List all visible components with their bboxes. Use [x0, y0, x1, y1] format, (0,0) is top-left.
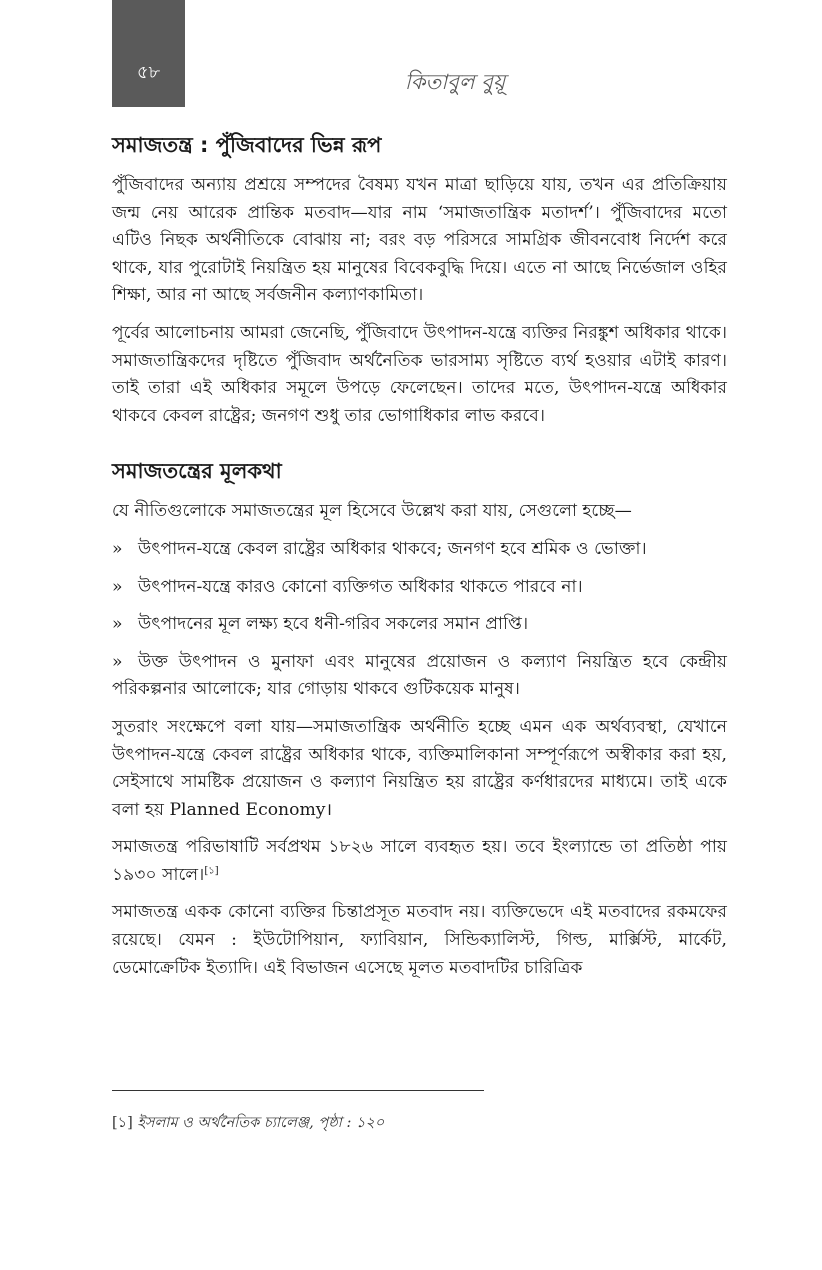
paragraph: পূর্বের আলোচনায় আমরা জেনেছি, পুঁজিবাদে উৎপাদন-যন্ত্রে ব্যক্তির নিরঙ্কুশ অধিকার থাকে। সমাজতান্ত্রিকদের দৃষ্টিতে পুঁজিবাদ অর্থনৈতিক ভারসাম্য সৃষ্টিতে ব্যর্থ হওয়ার এটাই কারণ। তাই তারা এই অধিকার সমূলে উপড়ে ফেলেছেন। তাদের মতে, উৎপাদন-যন্ত্রে অধিকার থাকবে কেবল রাষ্ট্রের; জনগণ শুধু তার ভোগাধিকার লাভ করবে। [112, 322, 727, 426]
bullet-marker: » [112, 651, 123, 672]
list-item [112, 611, 727, 639]
footnote-text: ইসলাম ও অর্থনৈতিক চ্যালেঞ্জ, পৃষ্ঠা : ১২০ [137, 1115, 385, 1131]
book-title: কিতাবুল বুয়ূ [404, 70, 506, 94]
list-item [112, 649, 727, 704]
list-item-text: উক্ত উৎপাদন ও মুনাফা এবং মানুষের প্রয়োজন ও কল্যাণ নিয়ন্ত্রিত হবে কেন্দ্রীয় পরিকল্পনার আলোকে; যার গোড়ায় থাকবে গুটিকয়েক মানুষ। [112, 651, 727, 700]
section-heading: সমাজতন্ত্রের মূলকথা [112, 459, 282, 484]
paragraph: সমাজতন্ত্র একক কোনো ব্যক্তির চিন্তাপ্রসূত মতবাদ নয়। ব্যক্তিভেদে এই মতবাদের রকমফের রয়েছে। যেমন : ইউটোপিয়ান, ফ্যাবিয়ান, সিন্ডিক্যালিস্ট, গিল্ড, মার্ক্সিস্ট, মার্কেট, ডেমোক্রেটিক ইত্যাদি। এই বিভাজন এসেছে মূলত মতবাদটির চারিত্রিক [112, 902, 727, 978]
paragraph: সুতরাং সংক্ষেপে বলা যায়—সমাজতান্ত্রিক অর্থনীতি হচ্ছে এমন এক অর্থব্যবস্থা, যেখানে উৎপাদন-যন্ত্রে কেবল রাষ্ট্রের অধিকার থাকে, ব্যক্তিমালিকানা সম্পূর্ণরূপে অস্বীকার করা হয়, সেইসাথে সামষ্টিক প্রয়োজন ও কল্যাণ নিয়ন্ত্রিত হয় রাষ্ট্রের কর্ণধারদের মাধ্যমে। তাই একে বলা হয় Planned Economy। [112, 716, 727, 820]
page-number-tab [112, 0, 185, 107]
footnote-divider [112, 1090, 484, 1091]
page-body [112, 130, 727, 992]
bullet-marker: » [112, 538, 123, 559]
paragraph: যে নীতিগুলোকে সমাজতন্ত্রের মূল হিসেবে উল্লেখ করা যায়, সেগুলো হচ্ছে— [112, 501, 632, 522]
footnote-marker: [১] [112, 1115, 133, 1131]
list-item-text: উৎপাদন-যন্ত্রে কারও কোনো ব্যক্তিগত অধিকার থাকতে পারবে না। [138, 576, 583, 597]
list-item [112, 536, 727, 564]
bullet-marker: » [112, 614, 123, 635]
paragraph: পুঁজিবাদের অন্যায় প্রশ্রয়ে সম্পদের বৈষম্য যখন মাত্রা ছাড়িয়ে যায়, তখন এর প্রতিক্রিয়ায় জন্ম নেয় আরেক প্রান্তিক মতবাদ—যার নাম ‘সমাজতান্ত্রিক মতাদর্শ’। পুঁজিবাদের মতো এটিও নিছক অর্থনীতিকে বোঝায় না; বরং বড় পরিসরে সামগ্রিক জীবনবোধ নির্দেশ করে থাকে, যার পুরোটাই নিয়ন্ত্রিত হয় মানুষের বিবেকবুদ্ধি দিয়ে। এতে না আছে নির্ভেজাল ওহির শিক্ষা, আর না আছে সর্বজনীন কল্যাণকামিতা। [112, 175, 727, 306]
list-item [112, 574, 727, 602]
footnote [112, 1112, 727, 1136]
page-number: ৫৮ [136, 62, 161, 83]
section-heading: সমাজতন্ত্র : পুঁজিবাদের ভিন্ন রূপ [112, 133, 382, 157]
bullet-marker: » [112, 576, 123, 597]
paragraph-text: সমাজতন্ত্র পরিভাষাটি সর্বপ্রথম ১৮২৬ সালে ব্যবহৃত হয়। তবে ইংল্যান্ডে তা প্রতিষ্ঠা পায় ১৯৩০ সালে। [112, 837, 727, 885]
list-item-text: উৎপাদন-যন্ত্রে কেবল রাষ্ট্রের অধিকার থাকবে; জনগণ হবে শ্রমিক ও ভোক্তা। [138, 538, 647, 559]
footnote-ref[interactable]: [১] [204, 865, 219, 877]
list-item-text: উৎপাদনের মূল লক্ষ্য হবে ধনী-গরিব সকলের সমান প্রাপ্তি। [138, 614, 529, 635]
paragraph [112, 834, 727, 889]
